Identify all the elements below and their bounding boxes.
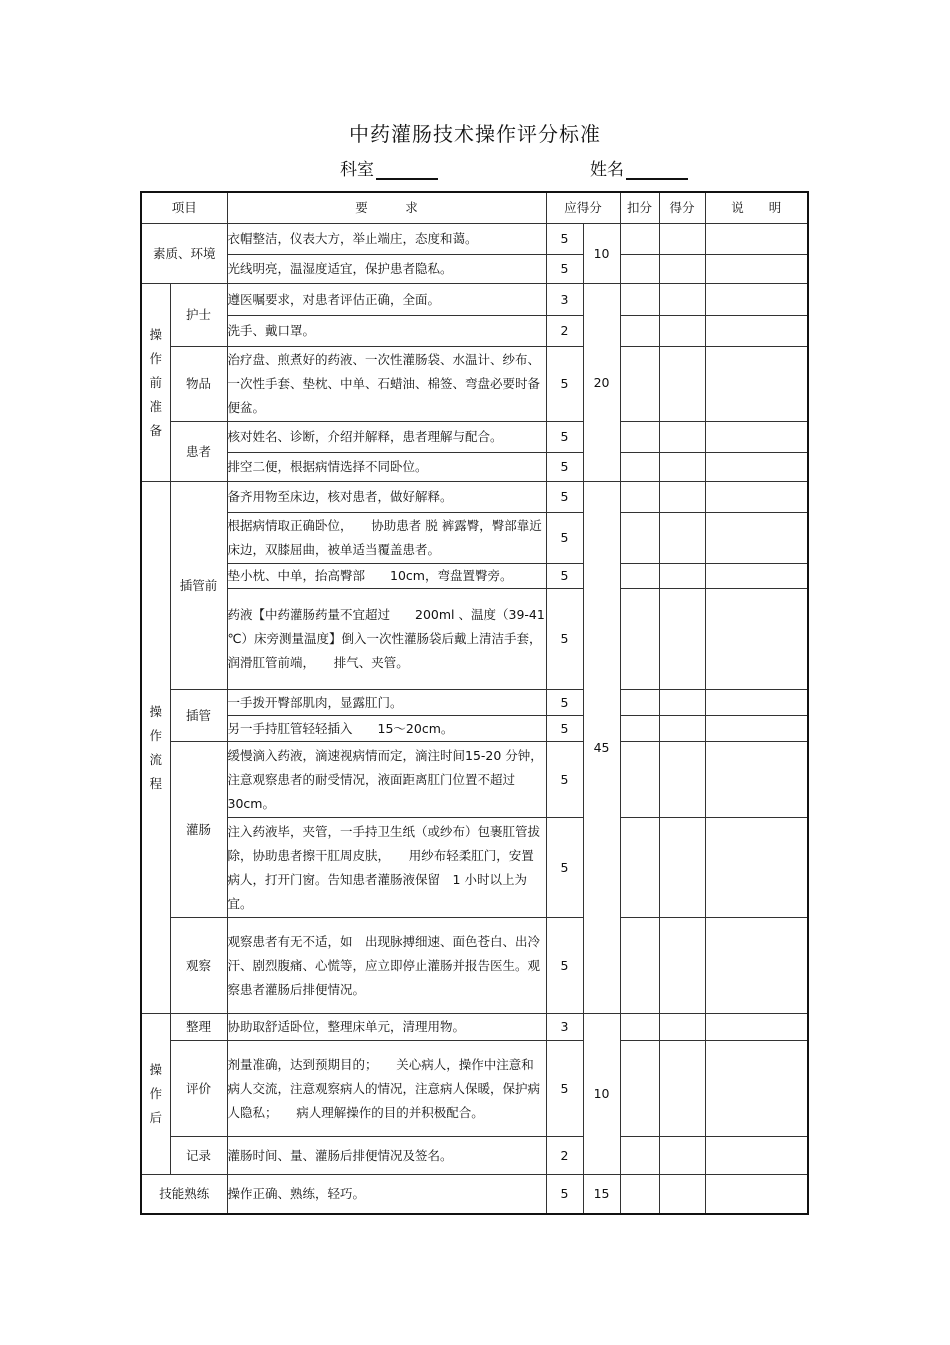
requirement-cell: 衣帽整洁，仪表大方，举止端庄，态度和蔼。 xyxy=(227,224,546,255)
score-cell[interactable] xyxy=(659,453,705,482)
score-cell[interactable] xyxy=(659,255,705,284)
note-cell[interactable] xyxy=(705,1014,808,1041)
category-quality: 素质、环境 xyxy=(141,224,227,284)
score-cell[interactable] xyxy=(659,1175,705,1214)
scoring-table xyxy=(140,191,809,1215)
deduction-cell[interactable] xyxy=(620,255,659,284)
subcategory-insertion: 插管 xyxy=(170,690,227,742)
points-cell: 5 xyxy=(546,255,583,284)
score-cell[interactable] xyxy=(659,513,705,564)
points-cell: 5 xyxy=(546,422,583,453)
table-row xyxy=(141,1041,808,1137)
deduction-cell[interactable] xyxy=(620,918,659,1014)
points-cell: 5 xyxy=(546,1041,583,1137)
table-row xyxy=(141,453,808,482)
section-total: 15 xyxy=(583,1175,620,1214)
header-points: 应得分 xyxy=(546,192,620,224)
deduction-cell[interactable] xyxy=(620,224,659,255)
deduction-cell[interactable] xyxy=(620,742,659,818)
requirement-cell: 排空二便，根据病情选择不同卧位。 xyxy=(227,453,546,482)
score-cell[interactable] xyxy=(659,1014,705,1041)
points-cell: 5 xyxy=(546,1175,583,1214)
requirement-cell: 灌肠时间、量、灌肠后排便情况及签名。 xyxy=(227,1137,546,1175)
deduction-cell[interactable] xyxy=(620,316,659,347)
note-cell[interactable] xyxy=(705,742,808,818)
requirement-cell: 剂量准确，达到预期目的； 关心病人，操作中注意和病人交流，注意观察病人的情况，注意病人保暖，保护病人隐私； 病人理解操作的目的并积极配合。 xyxy=(227,1041,546,1137)
note-cell[interactable] xyxy=(705,422,808,453)
table-row xyxy=(141,818,808,918)
department-label: 科室 xyxy=(340,160,374,180)
points-cell: 5 xyxy=(546,453,583,482)
deduction-cell[interactable] xyxy=(620,1014,659,1041)
points-cell: 5 xyxy=(546,818,583,918)
note-cell[interactable] xyxy=(705,589,808,690)
requirement-cell: 遵医嘱要求，对患者评估正确，全面。 xyxy=(227,284,546,316)
subcategory-evaluation: 评价 xyxy=(170,1041,227,1137)
section-total: 10 xyxy=(583,224,620,284)
score-cell[interactable] xyxy=(659,1137,705,1175)
deduction-cell[interactable] xyxy=(620,589,659,690)
table-row xyxy=(141,690,808,716)
points-cell: 5 xyxy=(546,347,583,422)
section-total: 10 xyxy=(583,1014,620,1175)
header-note: 说 明 xyxy=(705,192,808,224)
subcategory-record: 记录 xyxy=(170,1137,227,1175)
score-cell[interactable] xyxy=(659,1041,705,1137)
table-row xyxy=(141,1175,808,1214)
points-cell: 5 xyxy=(546,564,583,589)
page-title: 中药灌肠技术操作评分标准 xyxy=(349,122,601,146)
requirement-cell: 垫小枕、中单，抬高臀部 10cm，弯盘置臀旁。 xyxy=(227,564,546,589)
deduction-cell[interactable] xyxy=(620,818,659,918)
category-preparation: 操作前准备 xyxy=(141,284,170,482)
score-cell[interactable] xyxy=(659,316,705,347)
note-cell[interactable] xyxy=(705,818,808,918)
table-row xyxy=(141,564,808,589)
points-cell: 5 xyxy=(546,918,583,1014)
deduction-cell[interactable] xyxy=(620,347,659,422)
score-cell[interactable] xyxy=(659,589,705,690)
table-row xyxy=(141,716,808,742)
points-cell: 5 xyxy=(546,589,583,690)
deduction-cell[interactable] xyxy=(620,453,659,482)
deduction-cell[interactable] xyxy=(620,716,659,742)
table-row xyxy=(141,347,808,422)
requirement-cell: 注入药液毕，夹管，一手持卫生纸（或纱布）包裹肛管拔除，协助患者擦干肛周皮肤， 用纱布轻柔肛门，安置病人，打开门窗。告知患者灌肠液保留 1 小时以上为宜。 xyxy=(227,818,546,918)
subcategory-patient: 患者 xyxy=(170,422,227,482)
score-cell[interactable] xyxy=(659,482,705,513)
requirement-cell: 光线明亮，温湿度适宜，保护患者隐私。 xyxy=(227,255,546,284)
note-cell[interactable] xyxy=(705,690,808,716)
score-cell[interactable] xyxy=(659,284,705,316)
requirement-cell: 操作正确、熟练，轻巧。 xyxy=(227,1175,546,1214)
deduction-cell[interactable] xyxy=(620,564,659,589)
note-cell[interactable] xyxy=(705,453,808,482)
points-cell: 5 xyxy=(546,513,583,564)
table-row xyxy=(141,742,808,818)
header-deduction: 扣分 xyxy=(620,192,659,224)
section-total: 45 xyxy=(583,482,620,1014)
table-row xyxy=(141,918,808,1014)
table-row xyxy=(141,1137,808,1175)
score-cell[interactable] xyxy=(659,818,705,918)
points-cell: 5 xyxy=(546,482,583,513)
note-cell[interactable] xyxy=(705,347,808,422)
score-cell[interactable] xyxy=(659,422,705,453)
name-label: 姓名 xyxy=(590,160,624,180)
requirement-cell: 备齐用物至床边，核对患者，做好解释。 xyxy=(227,482,546,513)
category-after: 操作后 xyxy=(141,1014,170,1175)
score-cell[interactable] xyxy=(659,690,705,716)
score-cell[interactable] xyxy=(659,347,705,422)
note-cell[interactable] xyxy=(705,224,808,255)
table-row xyxy=(141,513,808,564)
requirement-cell: 观察患者有无不适，如 出现脉搏细速、面色苍白、出冷汗、剧烈腹痛、心慌等，应立即停止灌肠并报告医生。观察患者灌肠后排便情况。 xyxy=(227,918,546,1014)
score-cell[interactable] xyxy=(659,918,705,1014)
header-row xyxy=(141,192,808,224)
subcategory-enema: 灌肠 xyxy=(170,742,227,918)
deduction-cell[interactable] xyxy=(620,1137,659,1175)
department-blank[interactable] xyxy=(376,162,438,180)
note-cell[interactable] xyxy=(705,1137,808,1175)
subcategory-supplies: 物品 xyxy=(170,347,227,422)
table-row xyxy=(141,589,808,690)
requirement-cell: 核对姓名、诊断，介绍并解释，患者理解与配合。 xyxy=(227,422,546,453)
note-cell[interactable] xyxy=(705,1041,808,1137)
score-cell[interactable] xyxy=(659,564,705,589)
category-skill: 技能熟练 xyxy=(141,1175,227,1214)
requirement-cell: 缓慢滴入药液，滴速视病情而定，滴注时间15-20 分钟，注意观察患者的耐受情况，液面距离肛门位置不超过 30cm。 xyxy=(227,742,546,818)
deduction-cell[interactable] xyxy=(620,284,659,316)
note-cell[interactable] xyxy=(705,482,808,513)
note-cell[interactable] xyxy=(705,316,808,347)
note-cell[interactable] xyxy=(705,564,808,589)
score-cell[interactable] xyxy=(659,716,705,742)
subcategory-tidy: 整理 xyxy=(170,1014,227,1041)
note-cell[interactable] xyxy=(705,1175,808,1214)
requirement-cell: 另一手持肛管轻轻插入 15～20cm。 xyxy=(227,716,546,742)
score-cell[interactable] xyxy=(659,224,705,255)
requirement-cell: 一手拨开臀部肌肉，显露肛门。 xyxy=(227,690,546,716)
requirement-cell: 根据病情取正确卧位， 协助患者 脱 裤露臀，臀部靠近床边，双膝屈曲，被单适当覆盖患者。 xyxy=(227,513,546,564)
name-field[interactable] xyxy=(590,155,688,180)
header-item: 项目 xyxy=(141,192,227,224)
requirement-cell: 协助取舒适卧位，整理床单元，清理用物。 xyxy=(227,1014,546,1041)
points-cell: 5 xyxy=(546,224,583,255)
points-cell: 5 xyxy=(546,716,583,742)
category-process: 操作流程 xyxy=(141,482,170,1014)
deduction-cell[interactable] xyxy=(620,482,659,513)
section-total: 20 xyxy=(583,284,620,482)
table-row xyxy=(141,1014,808,1041)
requirement-cell: 洗手、戴口罩。 xyxy=(227,316,546,347)
department-field[interactable] xyxy=(340,155,438,180)
table-row xyxy=(141,316,808,347)
score-cell[interactable] xyxy=(659,742,705,818)
header-score: 得分 xyxy=(659,192,705,224)
table-row xyxy=(141,482,808,513)
points-cell: 3 xyxy=(546,1014,583,1041)
note-cell[interactable] xyxy=(705,284,808,316)
table-row xyxy=(141,284,808,316)
subcategory-observation: 观察 xyxy=(170,918,227,1014)
name-blank[interactable] xyxy=(626,162,688,180)
header-fields xyxy=(0,155,950,181)
header-requirement: 要 求 xyxy=(227,192,546,224)
note-cell[interactable] xyxy=(705,918,808,1014)
deduction-cell[interactable] xyxy=(620,1041,659,1137)
points-cell: 2 xyxy=(546,1137,583,1175)
deduction-cell[interactable] xyxy=(620,513,659,564)
requirement-cell: 治疗盘、煎煮好的药液、一次性灌肠袋、水温计、纱布、一次性手套、垫枕、中单、石蜡油、棉签、弯盘必要时备便盆。 xyxy=(227,347,546,422)
requirement-cell: 药液【中药灌肠药量不宜超过 200ml 、温度（39-41 ℃）床旁测量温度】倒入一次性灌肠袋后戴上清洁手套，润滑肛管前端， 排气、夹管。 xyxy=(227,589,546,690)
deduction-cell[interactable] xyxy=(620,690,659,716)
points-cell: 5 xyxy=(546,690,583,716)
note-cell[interactable] xyxy=(705,513,808,564)
note-cell[interactable] xyxy=(705,255,808,284)
table-row xyxy=(141,224,808,255)
note-cell[interactable] xyxy=(705,716,808,742)
points-cell: 3 xyxy=(546,284,583,316)
table-row xyxy=(141,255,808,284)
points-cell: 2 xyxy=(546,316,583,347)
deduction-cell[interactable] xyxy=(620,1175,659,1214)
subcategory-nurse: 护士 xyxy=(170,284,227,347)
deduction-cell[interactable] xyxy=(620,422,659,453)
table-row xyxy=(141,422,808,453)
points-cell: 5 xyxy=(546,742,583,818)
subcategory-before-insertion: 插管前 xyxy=(170,482,227,690)
